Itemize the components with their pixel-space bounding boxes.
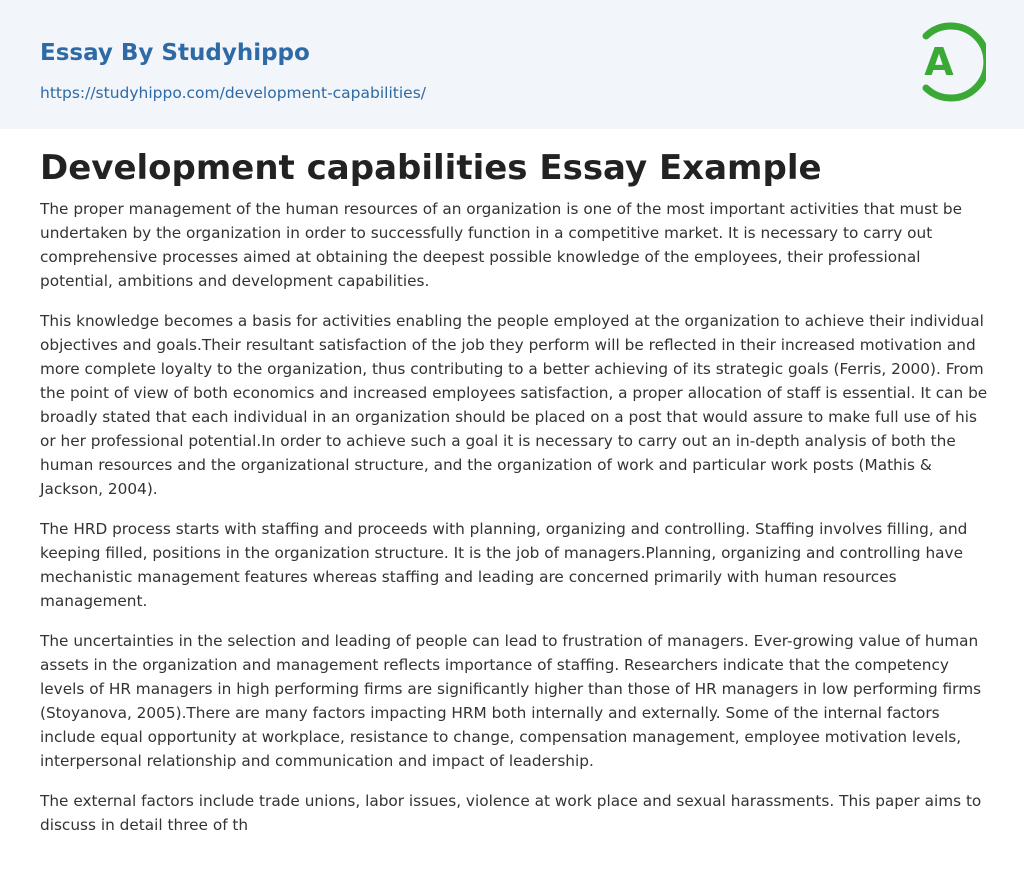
studyhippo-logo[interactable] xyxy=(912,20,986,104)
paragraph: The uncertainties in the selection and leading of people can lead to frustration of managers. Ever-growing value of human assets in the organization and management reflects importance of staffing. Researchers indicate that the competency levels of HR managers in high performing firms are significantly higher than those of HR managers in low performing firms (Stoyanova, 2005).There are many factors impacting HRM both internally and externally. Some of the internal factors include equal opportunity at workplace, resistance to change, compensation management, employee motivation levels, interpersonal relationship and communication and impact of leadership. xyxy=(40,632,982,770)
paragraph: The proper management of the human resources of an organization is one of the most important activities that must be undertaken by the organization in order to successfully function in a competitive market. It is necessary to carry out comprehensive processes aimed at obtaining the deepest possible knowledge of the employees, their professional potential, ambitions and development capabilities. xyxy=(40,200,963,290)
paragraph: This knowledge becomes a basis for activities enabling the people employed at the organization to achieve their individual objectives and goals.Their resultant satisfaction of the job they perform will be reflected in their increased motivation and more complete loyalty to the organization, thus contributing to a better achieving of its strategic goals (Ferris, 2000). From the point of view of both economics and increased employees satisfaction, a proper allocation of staff is essential. It can be broadly stated that each individual in an organization should be placed on a post that would assure to make full use of his or her professional potential.In order to achieve such a goal it is necessary to carry out an in-depth analysis of both the human resources and the organizational structure, and the organization of work and particular work posts (Mathis & Jackson, 2004). xyxy=(40,312,988,498)
site-brand[interactable]: Essay By Studyhippo xyxy=(40,40,310,66)
article-body xyxy=(40,145,990,853)
paragraph: The external factors include trade unions, labor issues, violence at work place and sexual harassments. This paper aims to discuss in detail three of th xyxy=(40,792,982,834)
source-url-link[interactable]: https://studyhippo.com/development-capabilities/ xyxy=(40,84,426,102)
logo-letter: A xyxy=(924,40,954,84)
site-header xyxy=(0,0,1024,129)
page-title: Development capabilities Essay Example xyxy=(40,148,822,188)
paragraph: The HRD process starts with staffing and proceeds with planning, organizing and controlling. Staffing involves filling, and keeping filled, positions in the organization structure. It is the job of managers.Planning, organizing and controlling have mechanistic management features whereas staffing and leading are concerned primarily with human resources management. xyxy=(40,520,968,610)
